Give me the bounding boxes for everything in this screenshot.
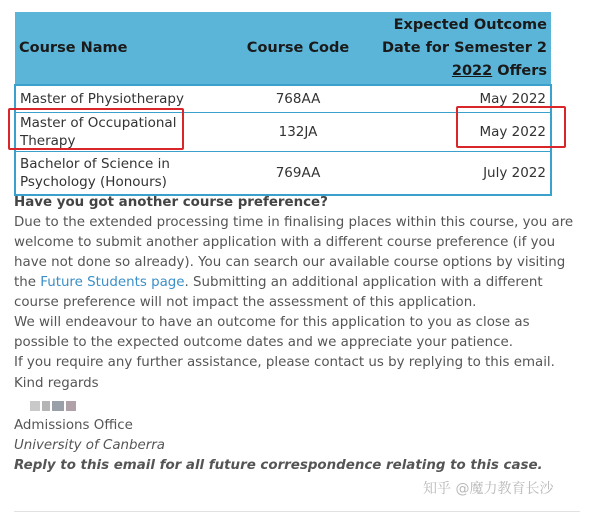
table-row <box>15 152 551 196</box>
course-name-line1: Bachelor of Science in <box>20 156 170 172</box>
paragraph-assistance: If you require any further assistance, please contact us by replying to this email. <box>14 355 555 370</box>
header-date-line1: Expected Outcome <box>393 16 547 33</box>
highlight-course-name <box>8 108 184 150</box>
header-expected-outcome <box>377 12 551 85</box>
university-name: University of Canberra <box>14 438 165 453</box>
course-name-line1: Master of Occupational <box>20 115 177 131</box>
course-code-cell: 768AA <box>219 85 377 113</box>
paragraph-outcome: We will endeavour to have an outcome for this application to you as close as possible to the expected outcome dates and we appreciate your patience. <box>14 315 530 350</box>
header-course-code: Course Code <box>219 12 377 85</box>
course-code-cell: 132JA <box>219 113 377 152</box>
course-table <box>14 12 552 196</box>
divider <box>14 511 580 512</box>
email-body <box>14 193 574 373</box>
signature-block <box>14 416 543 476</box>
outcome-date-cell: May 2022 <box>377 113 551 152</box>
paragraph-text: . Submitting an additional application with a different course preference will not impact the assessment of this application. <box>14 275 543 310</box>
outcome-date-cell: July 2022 <box>377 152 551 196</box>
watermark-text: 知乎 @魔力教育长沙 <box>423 481 554 497</box>
paragraph-text: Due to the extended processing time in finalising places within this course, you are welcome to submit another application with a different course preference (if you have not done so already). You can search our available course options by visiting the <box>14 215 574 290</box>
header-date-line2: Date for Semester 2 <box>381 39 547 56</box>
question-heading: Have you got another course preference? <box>14 195 328 210</box>
reply-note: Reply to this email for all future correspondence relating to this case. <box>14 458 543 473</box>
paragraph-course-preference <box>14 213 574 313</box>
course-name-cell <box>15 152 219 196</box>
header-date-offers: Offers <box>497 62 547 79</box>
office-name: Admissions Office <box>14 418 133 433</box>
table-header-row <box>15 12 551 85</box>
course-name-line2: Therapy <box>20 133 76 149</box>
redacted-name <box>30 396 82 408</box>
header-course-name: Course Name <box>15 12 219 85</box>
outcome-date-cell: May 2022 <box>377 85 551 113</box>
course-name-cell: Master of Physiotherapy <box>15 85 219 113</box>
closing-text: Kind regards <box>14 376 99 391</box>
course-code-cell: 769AA <box>219 152 377 196</box>
header-date-year: 2022 <box>451 62 493 79</box>
future-students-link[interactable]: Future Students page <box>40 275 185 290</box>
highlight-outcome-date <box>456 106 566 148</box>
course-name-line2: Psychology (Honours) <box>20 174 167 190</box>
